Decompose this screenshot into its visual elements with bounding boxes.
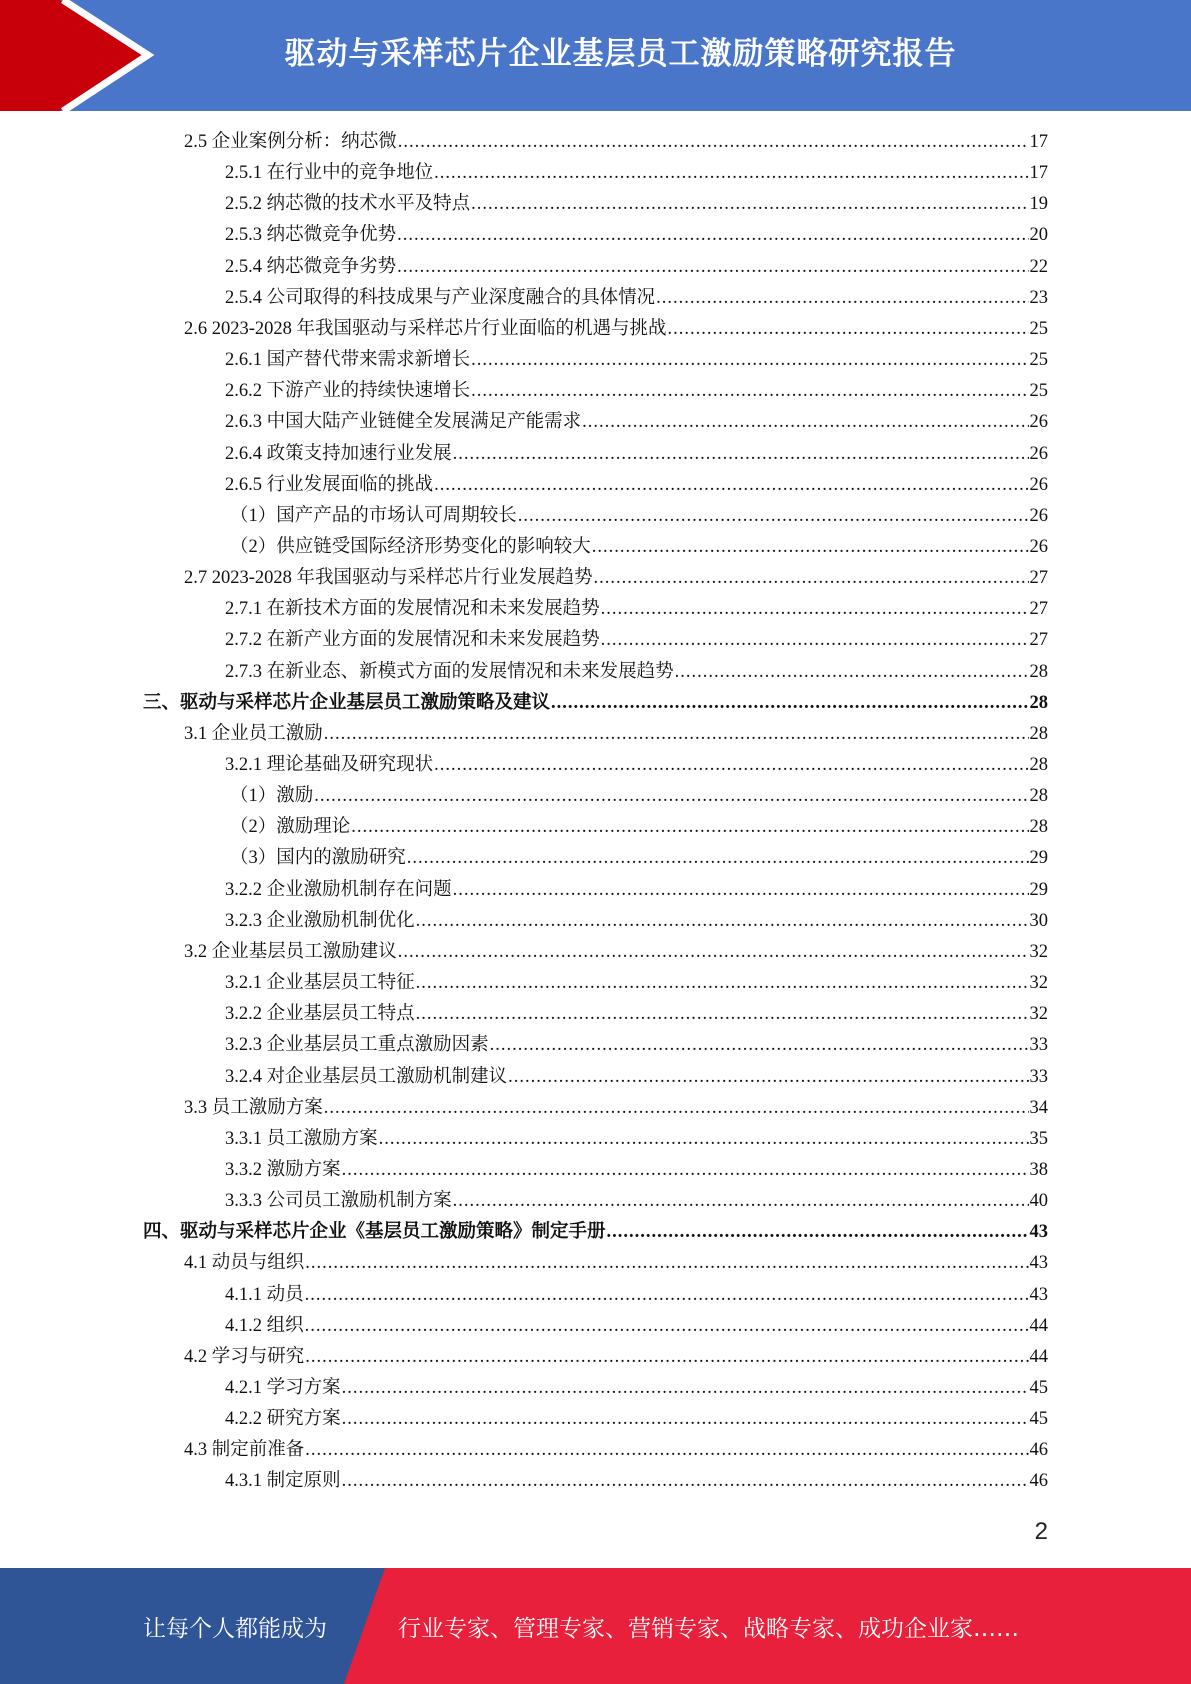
toc-entry-label: 3.2.2 企业基层员工特点 — [225, 1004, 415, 1025]
toc-entry-page: 28 — [1029, 817, 1048, 838]
toc-entry-page: 34 — [1029, 1097, 1048, 1118]
footer-slogan-left: 让每个人都能成为 — [143, 1615, 327, 1642]
toc-entry-label: 4.2.2 研究方案 — [225, 1409, 341, 1430]
toc-entry-label: 2.7.1 在新技术方面的发展情况和未来发展趋势 — [225, 599, 600, 620]
toc-entry[interactable] — [225, 968, 1048, 998]
toc-entry-label: 4.1.1 动员 — [225, 1284, 304, 1305]
toc-entry-page: 28 — [1029, 692, 1048, 713]
toc-entry-page: 27 — [1029, 568, 1048, 589]
toc-entry[interactable] — [230, 532, 1048, 562]
toc-entry-page: 25 — [1029, 381, 1048, 402]
toc-dot-leader — [416, 999, 1029, 1029]
toc-dot-leader — [453, 439, 1029, 469]
toc-entry-label: 3.1 企业员工激励 — [184, 723, 323, 744]
toc-entry[interactable] — [184, 563, 1048, 593]
toc-entry[interactable] — [184, 719, 1048, 749]
toc-entry[interactable] — [184, 937, 1048, 967]
toc-entry-label: 3.2 企业基层员工激励建议 — [184, 941, 397, 962]
toc-entry-page: 43 — [1029, 1222, 1048, 1243]
toc-dot-leader — [592, 532, 1029, 562]
toc-entry[interactable] — [225, 189, 1048, 219]
toc-entry-page: 32 — [1029, 1004, 1048, 1025]
report-title: 驱动与采样芯片企业基层员工激励策略研究报告 — [284, 36, 957, 72]
toc-entry-label: 三、驱动与采样芯片企业基层员工激励策略及建议 — [143, 692, 551, 713]
toc-entry-label: 2.5 企业案例分析：纳芯微 — [184, 132, 397, 152]
toc-entry[interactable] — [230, 843, 1048, 873]
toc-dot-leader — [594, 563, 1029, 593]
toc-entry[interactable] — [225, 439, 1048, 469]
toc-entry[interactable] — [184, 127, 1048, 157]
toc-entry-page: 43 — [1029, 1253, 1048, 1274]
toc-entry-label: 3.2.3 企业基层员工重点激励因素 — [225, 1035, 489, 1056]
toc-dot-leader — [379, 1124, 1029, 1154]
toc-dot-leader — [471, 345, 1028, 375]
toc-entry-label: 4.3.1 制定原则 — [225, 1471, 341, 1492]
toc-entry-page: 27 — [1029, 599, 1048, 620]
toc-entry[interactable] — [184, 1435, 1048, 1465]
toc-dot-leader — [471, 189, 1028, 219]
toc-entry[interactable] — [230, 501, 1048, 531]
toc-dot-leader — [305, 1435, 1028, 1465]
toc-entry-page: 46 — [1029, 1440, 1048, 1461]
toc-entry-page: 28 — [1029, 755, 1048, 775]
toc-entry[interactable] — [225, 470, 1048, 500]
toc-entry-label: 四、驱动与采样芯片企业《基层员工激励策略》制定手册 — [143, 1222, 606, 1243]
toc-dot-leader — [471, 376, 1028, 406]
toc-dot-leader — [675, 657, 1029, 687]
toc-entry[interactable] — [184, 314, 1048, 344]
toc-entry-page: 40 — [1029, 1191, 1048, 1212]
toc-entry-page: 32 — [1029, 941, 1048, 962]
toc-entry-page: 44 — [1029, 1346, 1048, 1367]
toc-entry-label: 3.2.1 企业基层员工特征 — [225, 973, 415, 994]
toc-entry-page: 26 — [1029, 474, 1048, 495]
toc-entry-label: （2）供应链受国际经济形势变化的影响较大 — [230, 536, 591, 557]
toc-entry[interactable] — [225, 1280, 1048, 1310]
toc-dot-leader — [656, 283, 1028, 313]
toc-entry-page: 28 — [1029, 786, 1048, 807]
toc-entry-page: 44 — [1029, 1315, 1048, 1336]
toc-entry-label: 3.3.2 激励方案 — [225, 1159, 341, 1180]
toc-entry-page: 20 — [1029, 225, 1048, 246]
toc-entry[interactable] — [225, 158, 1048, 188]
toc-entry-label: 2.6.2 下游产业的持续快速增长 — [225, 381, 471, 402]
toc-entry-label: 2.6.1 国产替代带来需求新增长 — [225, 350, 471, 371]
page-number: 2 — [1034, 1518, 1048, 1545]
toc-dot-leader — [453, 1186, 1029, 1216]
toc-entry-label: 4.1 动员与组织 — [184, 1253, 305, 1274]
toc-entry-page: 26 — [1029, 505, 1048, 526]
toc-entry-page: 25 — [1029, 318, 1048, 339]
toc-entry[interactable] — [225, 220, 1048, 250]
toc-entry-page: 45 — [1029, 1409, 1048, 1430]
toc-entry[interactable] — [225, 407, 1048, 437]
toc-entry[interactable] — [225, 1186, 1048, 1216]
toc-entry[interactable] — [225, 283, 1048, 313]
toc-entry-label: 3.3.3 公司员工激励机制方案 — [225, 1191, 452, 1212]
toc-entry-label: 2.5.1 在行业中的竞争地位 — [225, 163, 434, 184]
toc-entry-page: 29 — [1029, 848, 1048, 869]
toc-dot-leader — [668, 314, 1029, 344]
toc-entry-label: 2.7 2023-2028 年我国驱动与采样芯片行业发展趋势 — [184, 568, 593, 589]
toc-dot-leader — [342, 1404, 1029, 1434]
toc-entry[interactable] — [184, 1248, 1048, 1278]
toc-entry-label: 2.5.2 纳芯微的技术水平及特点 — [225, 194, 471, 215]
toc-dot-leader — [416, 906, 1029, 936]
toc-entry-label: 2.7.3 在新业态、新模式方面的发展情况和未来发展趋势 — [225, 661, 674, 682]
toc-entry[interactable] — [225, 1062, 1048, 1092]
toc-entry-page: 23 — [1029, 287, 1048, 308]
toc-dot-leader — [305, 1311, 1029, 1341]
toc-entry[interactable] — [225, 1404, 1048, 1434]
toc-entry-label: 2.5.4 纳芯微竞争劣势 — [225, 256, 397, 277]
toc-entry-page: 28 — [1029, 661, 1048, 682]
toc-dot-leader — [324, 719, 1029, 749]
toc-entry[interactable] — [225, 1373, 1048, 1403]
toc-dot-leader — [518, 501, 1029, 531]
toc-entry[interactable] — [225, 875, 1048, 905]
toc-dot-leader — [324, 1093, 1029, 1123]
toc-entry-page: 19 — [1029, 194, 1048, 215]
toc-dot-leader — [397, 252, 1028, 282]
toc-entry[interactable] — [225, 750, 1048, 780]
toc-entry[interactable] — [225, 345, 1048, 375]
toc-dot-leader — [607, 1217, 1029, 1247]
toc-entry-page: 38 — [1029, 1159, 1048, 1180]
toc-dot-leader — [434, 158, 1028, 188]
toc-entry[interactable] — [225, 376, 1048, 406]
toc-dot-leader — [453, 875, 1029, 905]
toc-entry-label: 2.6.4 政策支持加速行业发展 — [225, 443, 452, 464]
toc-entry-page: 28 — [1029, 723, 1048, 744]
toc-entry[interactable] — [225, 1466, 1048, 1496]
toc-entry[interactable] — [225, 1155, 1048, 1185]
toc-entry-page: 26 — [1029, 412, 1048, 433]
toc-dot-leader — [342, 1373, 1029, 1403]
toc-dot-leader — [508, 1062, 1028, 1092]
toc-entry-page: 32 — [1029, 973, 1048, 994]
toc-dot-leader — [398, 127, 1029, 157]
toc-entry-page: 30 — [1029, 910, 1048, 931]
toc-dot-leader — [351, 812, 1028, 842]
toc-entry-label: （1）激励 — [230, 786, 314, 807]
toc-dot-leader — [601, 625, 1029, 655]
toc-dot-leader — [314, 781, 1028, 811]
toc-dot-leader — [398, 937, 1029, 967]
toc-entry-label: 2.6 2023-2028 年我国驱动与采样芯片行业面临的机遇与挑战 — [184, 318, 667, 339]
red-arrow-chevron-icon — [0, 0, 148, 111]
toc-entry[interactable] — [184, 1093, 1048, 1123]
toc-entry-page: 29 — [1029, 879, 1048, 900]
toc-entry-page: 17 — [1029, 132, 1048, 152]
toc-entry-page: 35 — [1029, 1128, 1048, 1149]
toc-dot-leader — [490, 1030, 1029, 1060]
toc-dot-leader — [582, 407, 1028, 437]
toc-entry-page: 17 — [1029, 163, 1048, 184]
toc-entry[interactable] — [225, 252, 1048, 282]
toc-entry[interactable] — [225, 594, 1048, 624]
toc-entry-label: 2.7.2 在新产业方面的发展情况和未来发展趋势 — [225, 630, 600, 651]
toc-entry-page: 22 — [1029, 256, 1048, 277]
toc-dot-leader — [305, 1280, 1029, 1310]
toc-entry-label: 2.6.5 行业发展面临的挑战 — [225, 474, 434, 495]
toc-entry-label: （3）国内的激励研究 — [230, 848, 406, 869]
toc-entry-label: 2.5.3 纳芯微竞争优势 — [225, 225, 397, 246]
toc-entry-label: 3.2.4 对企业基层员工激励机制建议 — [225, 1066, 508, 1087]
toc-entry[interactable] — [225, 1030, 1048, 1060]
toc-entry-label: （1）国产产品的市场认可周期较长 — [230, 505, 517, 526]
toc-entry-label: 2.5.4 公司取得的科技成果与产业深度融合的具体情况 — [225, 287, 656, 308]
toc-entry-label: 3.2.1 理论基础及研究现状 — [225, 755, 434, 775]
toc-dot-leader — [305, 1248, 1028, 1278]
toc-entry[interactable] — [225, 1124, 1048, 1154]
toc-entry-label: 3.2.3 企业激励机制优化 — [225, 910, 415, 931]
toc-entry-label: 3.2.2 企业激励机制存在问题 — [225, 879, 452, 900]
toc-dot-leader — [407, 843, 1029, 873]
toc-dot-leader — [342, 1466, 1029, 1496]
toc-dot-leader — [397, 220, 1028, 250]
toc-entry[interactable] — [143, 1217, 1048, 1247]
toc-entry-page: 43 — [1029, 1284, 1048, 1305]
toc-entry[interactable] — [184, 1342, 1048, 1372]
toc-entry-page: 33 — [1029, 1035, 1048, 1056]
toc-entry-label: 3.3 员工激励方案 — [184, 1097, 323, 1118]
toc-entry[interactable] — [143, 688, 1048, 718]
toc-entry-label: （2）激励理论 — [230, 817, 351, 838]
toc-entry-label: 4.2.1 学习方案 — [225, 1378, 341, 1398]
toc-entry-page: 45 — [1029, 1378, 1048, 1398]
toc-entry[interactable] — [230, 781, 1048, 811]
toc-dot-leader — [434, 470, 1028, 500]
toc-entry-label: 3.3.1 员工激励方案 — [225, 1128, 378, 1149]
toc-entry-page: 27 — [1029, 630, 1048, 651]
footer-slogan-right: 行业专家、管理专家、营销专家、战略专家、成功企业家…… — [398, 1615, 1019, 1642]
header-band — [0, 0, 1191, 111]
toc-dot-leader — [601, 594, 1029, 624]
toc-entry-label: 4.1.2 组织 — [225, 1315, 304, 1336]
toc-dot-leader — [416, 968, 1029, 998]
toc-entry-page: 46 — [1029, 1471, 1048, 1492]
toc-dot-leader — [305, 1342, 1028, 1372]
toc-entry[interactable] — [225, 1311, 1048, 1341]
toc-entry-page: 33 — [1029, 1066, 1048, 1087]
toc-dot-leader — [342, 1155, 1029, 1185]
toc-entry-label: 4.2 学习与研究 — [184, 1346, 305, 1367]
toc-dot-leader — [551, 688, 1028, 718]
toc-entry-page: 25 — [1029, 350, 1048, 371]
toc-entry[interactable] — [225, 999, 1048, 1029]
toc-entry[interactable] — [225, 625, 1048, 655]
toc-entry-label: 2.6.3 中国大陆产业链健全发展满足产能需求 — [225, 412, 582, 433]
toc-entry[interactable] — [225, 906, 1048, 936]
toc-entry-label: 4.3 制定前准备 — [184, 1440, 305, 1461]
toc-entry-page: 26 — [1029, 536, 1048, 557]
toc-entry-page: 26 — [1029, 443, 1048, 464]
toc-entry[interactable] — [230, 812, 1048, 842]
footer-band — [0, 1568, 1191, 1684]
toc-dot-leader — [434, 750, 1028, 780]
toc-entry[interactable] — [225, 657, 1048, 687]
